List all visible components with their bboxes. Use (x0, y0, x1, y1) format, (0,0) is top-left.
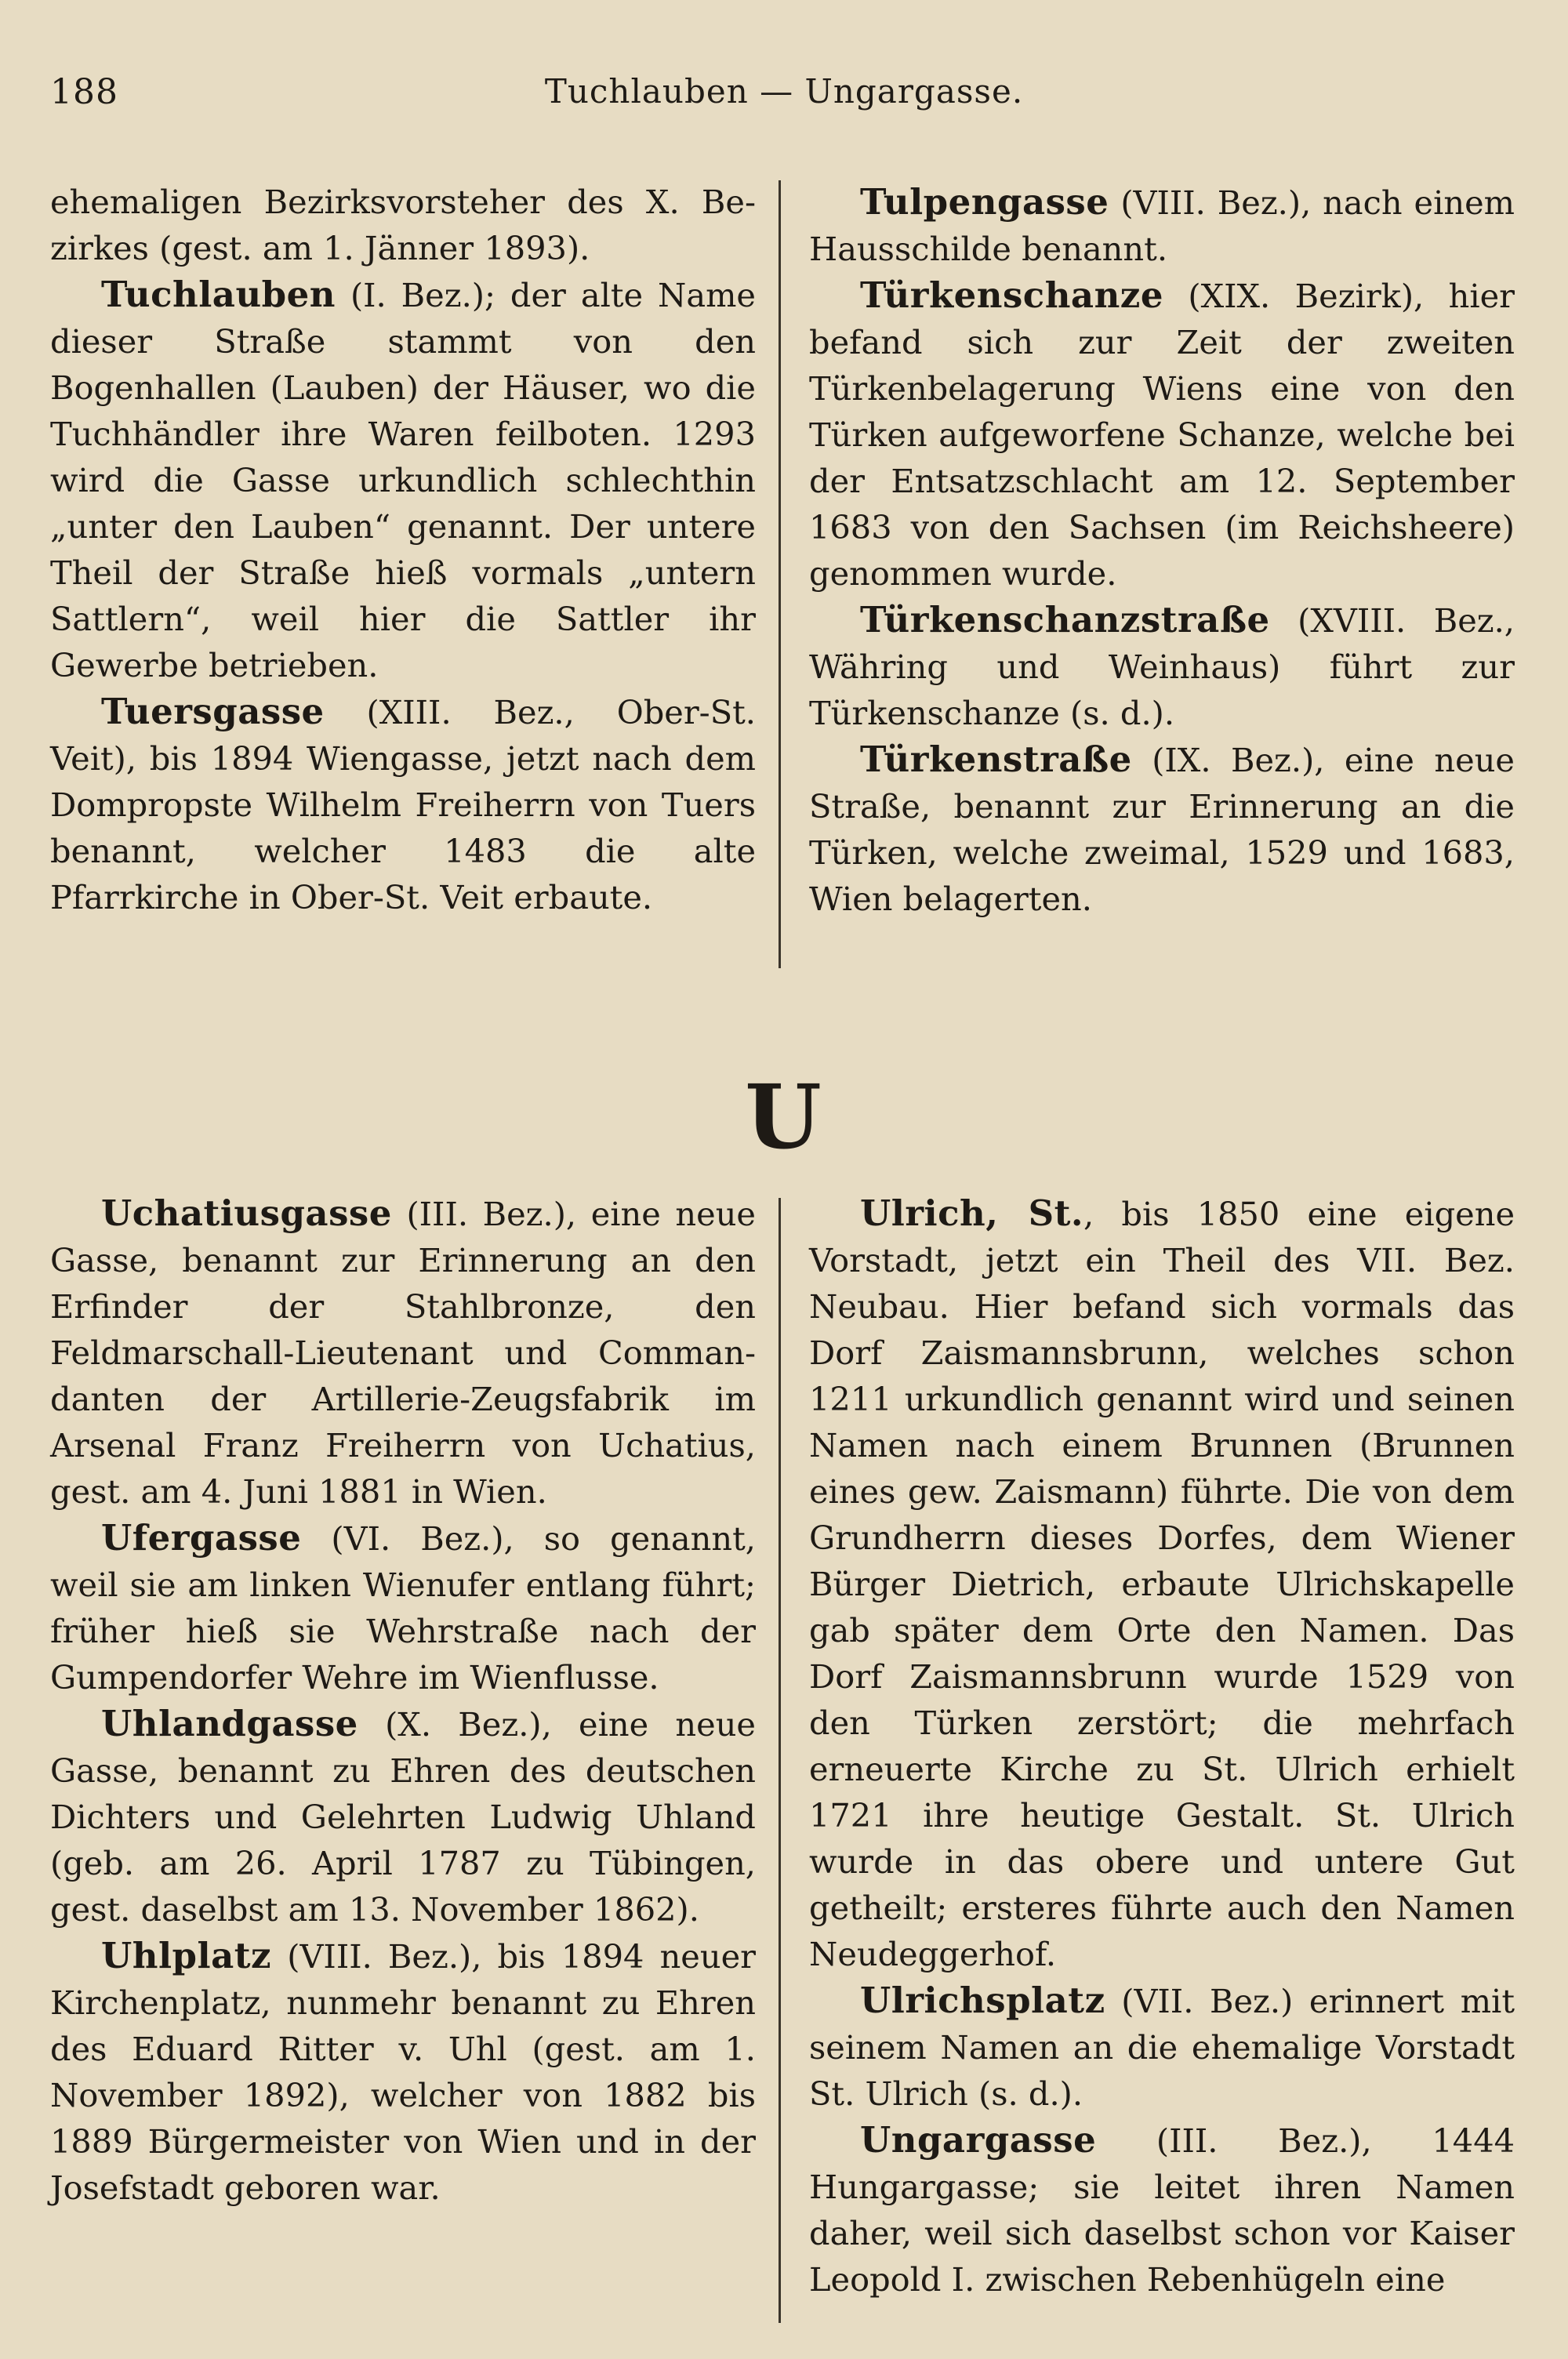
column-top-left (50, 179, 756, 920)
entry-text: (X. Bez.), eine neue Gasse, benannt zu Ehren des deutschen Dichters und Gelehrten Ludwig Uhland (geb. am 26. April 1787 zu Tübingen, gest. daselbst am 13. November 1862). (50, 1705, 756, 1929)
entry (809, 179, 1515, 272)
entry-text: (VIII. Bez.), nach einem Hausschilde benannt. (809, 183, 1515, 268)
entry-headword: Uhlandgasse (101, 1703, 358, 1744)
entry-headword: Türkenstraße (860, 739, 1132, 780)
entry (50, 1515, 756, 1700)
entry-text: (III. Bez.), eine neue Gasse, benannt zur Erinnerung an den Erfinder der Stahlbronze, den Feldmarschall-Lieutenant und Commandanten der Artillerie-Zeugsfabrik im Arsenal Franz Freiherrn von Uchatius, gest. am 4. Juni 1881 in Wien. (50, 1195, 756, 1511)
entry-headword: Tulpengasse (860, 181, 1109, 223)
entry-text: (IX. Bez.), eine neue Straße, benannt zur Erinnerung an die Türken, welche zweimal, 1529 und 1683, Wien belagerten. (809, 741, 1515, 918)
section-letter: U (745, 1066, 823, 1169)
entry (809, 2117, 1515, 2303)
entry-text: , bis 1850 eine eigene Vorstadt, jetzt ein Theil des VII. Bez. Neubau. Hier befand sich vormals das Dorf Zaismannsbrunn, welches schon 1211 urkundlich genannt wird und seinen Namen nach einem Brunnen (Brunnen eines gew. Zaismann) führte. Die von dem Grundherrn dieses Dorfes, dem Wiener Bürger Dietrich, erbaute Ulrichskapelle gab später dem Orte den Namen. Das Dorf Zaismannsbrunn wurde 1529 von den Türken zerstört; die mehrfach erneuerte Kirche zu St. Ulrich erhielt 1721 ihre heutige Gestalt. St. Ulrich wurde in das obere und untere Gut getheilt; ersteres führte auch den Namen Neudeggerhof. (809, 1195, 1515, 1973)
entry-headword: Türkenschanzstraße (860, 599, 1270, 641)
page-number: 188 (50, 72, 118, 112)
entry (809, 272, 1515, 597)
column-divider (779, 180, 781, 968)
entry (809, 1977, 1515, 2117)
entry-headword: Ulrichsplatz (860, 1980, 1105, 2021)
entry-text: (XIX. Bezirk), hier befand sich zur Zeit der zweiten Türkenbelagerung Wiens eine von den Türken aufgeworfene Schanze, welche bei der Entsatzschlacht am 12. September 1683 von den Sachsen (im Reichsheere) genommen wurde. (809, 277, 1515, 593)
entry-text: (XVIII. Bez., Währing und Weinhaus) führt zur Türkenschanze (s. d.). (809, 601, 1515, 732)
entry (50, 1190, 756, 1515)
entry-text: (XIII. Bez., Ober-St. Veit), bis 1894 Wiengasse, jetzt nach dem Dompropste Wilhelm Freiherrn von Tuers benannt, welcher 1483 die alte Pfarrkirche in Ober-St. Veit erbaute. (50, 693, 756, 916)
entry-headword: Tuchlauben (101, 274, 336, 315)
entry-headword: Tuersgasse (101, 691, 325, 732)
entry-text: (I. Bez.); der alte Name dieser Straße stammt von den Bogenhallen (Lauben) der Häuser, wo die Tuchhändler ihre Waren feilboten. 1293 wird die Gasse urkundlich schlechthin „unter den Lauben“ genannt. Der untere Theil der Straße hieß vormals „untern Sattlern“, weil hier die Sattler ihr Gewerbe betrieben. (50, 276, 756, 684)
entry (50, 271, 756, 688)
entry (50, 688, 756, 920)
column-bottom-left (50, 1190, 756, 2211)
entry (809, 736, 1515, 922)
entry-text: (VII. Bez.) erinnert mit seinem Namen an die ehemalige Vorstadt St. Ulrich (s. d.). (809, 1982, 1515, 2113)
entry-headword: Ungargasse (860, 2119, 1097, 2161)
entry-headword: Ulrich, St. (860, 1192, 1084, 1234)
entry-text: ehemaligen Bezirksvorsteher des X. Bezirkes (gest. am 1. Jänner 1893). (50, 183, 756, 267)
entry-text: (VIII. Bez.), bis 1894 neuer Kirchenplatz, nunmehr benannt zu Ehren des Eduard Ritter v. Uhl (gest. am 1. November 1892), welcher von 1882 bis 1889 Bürgermeister von Wien und in der Josefstadt geboren war. (50, 1937, 756, 2207)
column-divider (779, 1198, 781, 2323)
column-top-right (809, 179, 1515, 922)
entry-headword: Türkenschanze (860, 274, 1163, 316)
page-header (50, 72, 1518, 127)
running-head: Tuchlauben — Ungargasse. (544, 72, 1024, 111)
entry (50, 1700, 756, 1933)
entry-headword: Ufergasse (101, 1517, 302, 1559)
entry-text: (III. Bez.), 1444 Hungargasse; sie leitet ihren Namen daher, weil sich daselbst schon vor Kaiser Leopold I. zwischen Rebenhügeln eine (809, 2121, 1515, 2299)
column-bottom-right (809, 1190, 1515, 2303)
entry-headword: Uchatiusgasse (101, 1192, 392, 1234)
entry-text: (VI. Bez.), so genannt, weil sie am linken Wienufer entlang führt; früher hieß sie Wehrstraße nach der Gumpendorfer Wehre im Wienflusse. (50, 1519, 756, 1697)
entry (809, 597, 1515, 736)
entry (809, 1190, 1515, 1977)
entry (50, 1933, 756, 2211)
entry-continuation (50, 179, 756, 271)
entry-headword: Uhlplatz (101, 1935, 272, 1976)
